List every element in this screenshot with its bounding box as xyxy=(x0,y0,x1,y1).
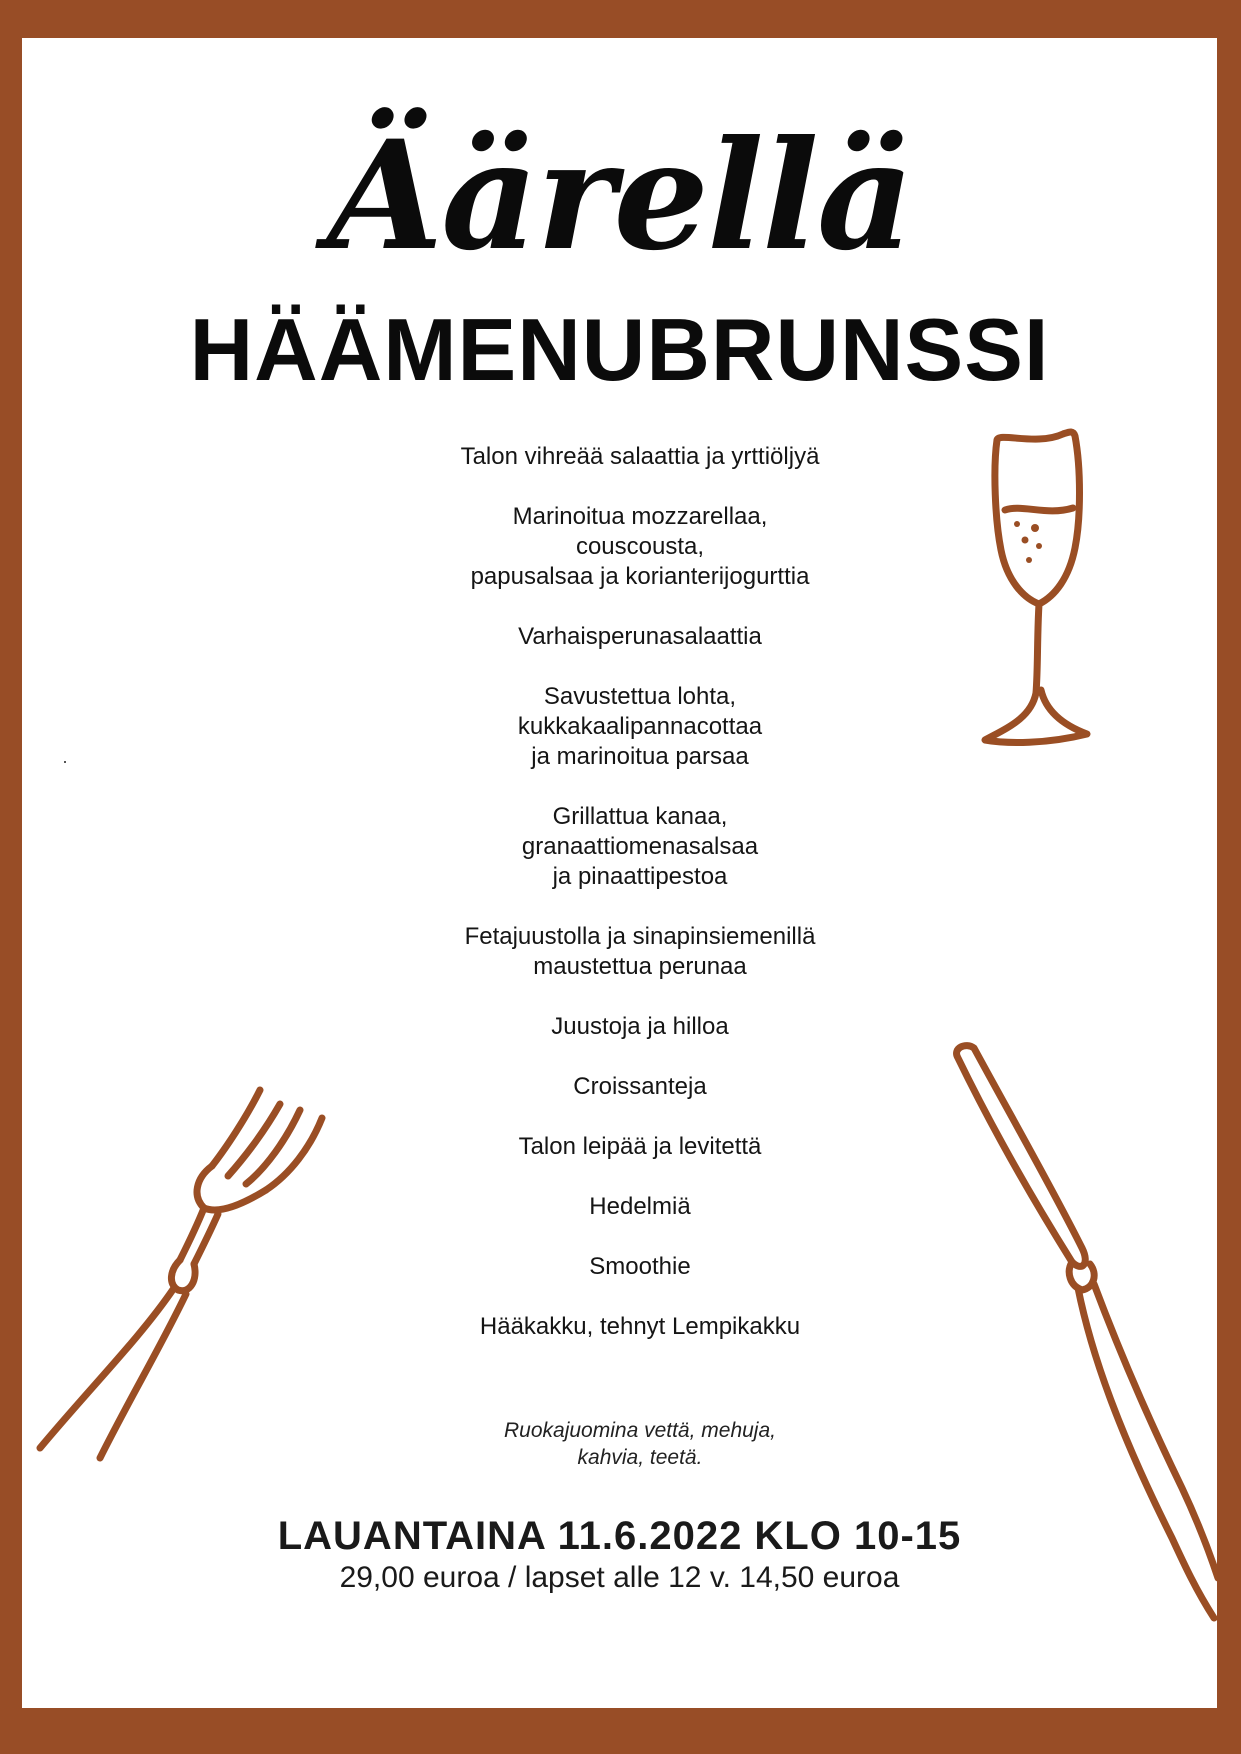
drinks-line: Ruokajuomina vettä, mehuja, xyxy=(504,1419,776,1442)
menu-item-line: couscousta, xyxy=(575,533,705,560)
menu-card xyxy=(22,38,1217,1708)
price-info: 29,00 euroa / lapset alle 12 v. 14,50 euroa xyxy=(339,1561,900,1594)
menu-item xyxy=(292,442,988,472)
menu-item-line: ja marinoitua parsaa xyxy=(531,743,749,770)
menu-item-line: Croissanteja xyxy=(573,1073,707,1100)
menu-item xyxy=(292,922,988,982)
stray-dot xyxy=(64,761,66,763)
menu-item-line: Grillattua kanaa, xyxy=(552,803,728,830)
knife-icon xyxy=(922,1018,1217,1638)
fork-icon xyxy=(22,1048,340,1468)
menu-item-line: Savustettua lohta, xyxy=(543,683,737,710)
menu-item-line: Talon leipää ja levitettä xyxy=(518,1133,762,1160)
menu-item-line: kukkakaalipannacottaa xyxy=(517,713,763,740)
menu-item-line: Fetajuustolla ja sinapinsiemenillä xyxy=(464,923,816,950)
champagne-glass-icon xyxy=(977,428,1097,768)
menu-item-line: Marinoitua mozzarellaa, xyxy=(512,503,768,530)
drinks-note xyxy=(292,1417,988,1471)
menu-item-line: ja pinaattipestoa xyxy=(552,863,728,890)
menu-item xyxy=(292,502,988,592)
menu-item xyxy=(292,1072,988,1102)
menu-item-line: Varhaisperunasalaattia xyxy=(518,623,762,650)
menu-item xyxy=(292,1312,988,1342)
menu-item-line: papusalsaa ja korianterijogurttia xyxy=(470,563,810,590)
menu-item-line: Hedelmiä xyxy=(589,1193,691,1220)
menu-item xyxy=(292,1132,988,1162)
menu-item xyxy=(292,802,988,892)
restaurant-logo: Äärellä xyxy=(326,108,913,284)
menu-item-line: Smoothie xyxy=(589,1253,691,1280)
menu-item-line: granaattiomenasalsaa xyxy=(521,833,759,860)
drinks-line: kahvia, teetä. xyxy=(577,1446,703,1469)
menu-item-line: Hääkakku, tehnyt Lempikakku xyxy=(479,1313,801,1340)
menu-item-line: Juustoja ja hilloa xyxy=(551,1013,729,1040)
menu-list xyxy=(292,442,988,1372)
page-title: HÄÄMENUBRUNSSI xyxy=(189,300,1050,399)
menu-item-line: Talon vihreää salaattia ja yrttiöljyä xyxy=(460,443,820,470)
menu-item xyxy=(292,1192,988,1222)
menu-item xyxy=(292,682,988,772)
menu-item-line: maustettua perunaa xyxy=(533,953,747,980)
menu-item xyxy=(292,1252,988,1282)
menu-item xyxy=(292,1012,988,1042)
event-date: LAUANTAINA 11.6.2022 KLO 10-15 xyxy=(277,1514,962,1558)
menu-item xyxy=(292,622,988,652)
